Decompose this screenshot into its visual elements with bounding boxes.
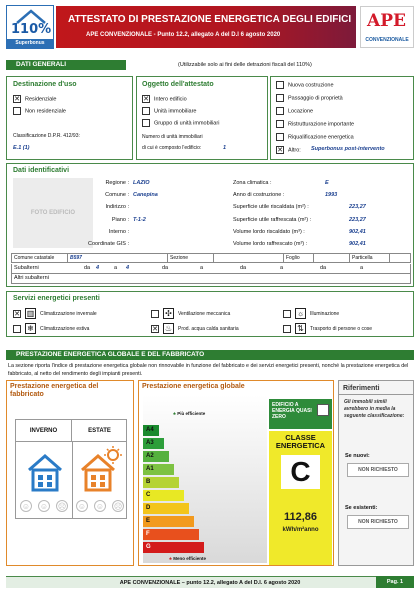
inverno-faces [20,500,68,516]
composto-value: 1 [223,145,227,151]
sup-raff-value: 223,27 [349,217,366,223]
snowflake-icon: ❄ [25,323,36,334]
energy-class-a2: A2 [143,451,169,462]
classe-value: C [281,455,320,489]
checkbox-altro[interactable] [276,146,301,154]
servizio-label: Climatizzazione invernale [40,310,97,317]
servizio-illuminazione[interactable] [283,308,339,319]
energy-class-f: F [143,529,199,540]
classificazione-value: E.1 (1) [13,145,30,151]
face-happy-icon: ☺ [21,502,31,511]
classe-label: CLASSE ENERGETICA [275,433,326,450]
altri-subalterni-row [11,274,411,284]
sup-risc-value: 223,27 [349,204,366,210]
motivazione-box [270,76,414,160]
servizio-label: Climatizzazione estiva [40,325,90,332]
superbonus-logo [6,5,54,49]
nzeb-box [269,399,332,429]
radiator-icon: ▥ [26,309,35,318]
nuovi-label: Se nuovi: [345,453,370,459]
checkbox-label: Altro: [288,147,301,154]
sub-da-label-2: da [162,265,169,271]
interno-label: Interno : [108,229,129,235]
checkbox-label: Residenziale [25,96,57,103]
logo-percentage: 110% [11,22,52,37]
checkbox-label: Nuova costruzione [288,82,334,89]
sub-a-label: a [114,265,118,271]
destinazione-title: Destinazione d'uso [13,81,77,88]
comune-value: Canepina [133,192,158,198]
destinazione-box [6,76,133,160]
energy-class-a1: A1 [143,464,174,475]
coordinate-label: Coordinate GIS : [88,241,129,247]
num-unita-label: Numero di unità immobiliari [142,134,203,140]
piu-efficiente-text: Più efficiente [177,411,206,416]
ep-unit: kWh/m²anno [282,527,319,533]
cell-foglio [314,254,350,263]
ape-logo-caption: CONVENZIONALE [365,37,409,43]
checkbox-label: Riqualificazione energetica [288,134,354,141]
checkbox-icon [151,310,159,318]
oggetto-title: Oggetto dell'attestato [142,81,214,88]
globale-box [138,380,334,566]
checkbox-label: Gruppo di unità immobiliari [154,120,220,127]
servizio-label: Ventilazione meccanica [178,310,231,317]
checkbox-icon [276,120,284,128]
fabbricato-title: Prestazione energetica del fabbricato [10,383,99,398]
cell-comune-catastale: B597 [68,254,168,263]
cell-sezione [214,254,284,263]
footer-text: APE CONVENZIONALE – punto 12.2, allegato A del D.I. 6 agosto 2020 [119,580,301,586]
tap-icon: ♨ [164,324,173,333]
checkbox-intero-edificio[interactable] [142,95,187,103]
altro-value: Superbonus post-intervento [311,146,385,152]
page-footer [6,576,414,588]
zona-value: E [325,180,329,186]
energy-class-a4: A4 [143,425,159,436]
page-number: Pag. 1 [376,576,414,588]
classificazione-label: Classificazione D.P.R. 412/93: [13,133,80,139]
servizio-ventilazione[interactable] [151,308,230,319]
anno-label: Anno di costruzione : [233,192,285,198]
piano-value: T-1-2 [133,217,146,223]
servizio-label: Trasporto di persone o cose [310,325,373,332]
checkbox-residenziale[interactable] [13,95,57,103]
servizi-title: Servizi energetici presenti [13,295,100,302]
altri-subalterni-label: Altri subalterni [14,275,49,281]
face-neutral-icon: ☺ [39,502,49,511]
inverno-header: INVERNO [16,420,72,442]
house-inverno-icon [26,452,64,492]
meno-efficiente-label [169,556,206,561]
sub-da-label-4: da [320,265,327,271]
servizio-acqua-calda[interactable] [151,323,239,334]
checkbox-icon [13,325,21,333]
servizio-label: Illuminazione [310,310,340,317]
cell-label: Particella [350,254,390,263]
page-subtitle: APE CONVENZIONALE - Punto 12.2, allegato A del D.I 6 agosto 2020 [86,32,281,38]
comune-label: Comune : [105,192,129,198]
checkbox-icon: ✕ [14,96,20,103]
checkbox-riqualificazione[interactable] [276,133,354,141]
riferimenti-text: Gli immobili simili avrebbero in media la seguente classificazione: [344,399,405,419]
face-sad-icon: ☹ [57,502,67,511]
checkbox-label: Locazione [288,108,314,115]
subalterni-row [11,264,411,274]
servizio-trasporto[interactable] [283,323,372,334]
servizio-label: Prod. acqua calda sanitaria [178,325,239,332]
face-neutral-icon: ☺ [95,502,105,511]
dati-identificativi-title: Dati identificativi [13,167,70,174]
checkbox-icon [142,119,150,127]
subalterni-label: Subalterni [14,265,39,271]
cell-particella [390,254,411,263]
servizio-climatizzazione-invernale[interactable] [13,308,97,319]
nzeb-text: EDIFICIO A ENERGIA QUASI ZERO [272,402,312,420]
checkbox-icon: ✕ [152,325,158,333]
checkbox-label: Passaggio di proprietà [288,95,343,102]
checkbox-nuova-costruzione[interactable] [276,81,334,89]
leaf-icon: ♣ [173,411,178,416]
checkbox-label: Unità immobiliare [154,108,197,115]
page-title: ATTESTATO DI PRESTAZIONE ENERGETICA DEGLI EDIFICI [68,14,352,25]
servizio-climatizzazione-estiva[interactable] [13,323,89,334]
checkbox-icon: ✕ [14,310,20,318]
estate-header: ESTATE [72,420,127,442]
checkbox-icon [142,107,150,115]
energy-class-e: E [143,516,194,527]
fabbricato-table [15,419,127,519]
checkbox-label: Non residenziale [25,108,66,115]
checkbox-icon: ✕ [277,147,283,154]
vol-risc-label: Volume lordo riscaldato (m³) : [233,229,305,235]
checkbox-ristrutturazione[interactable] [276,120,354,128]
riferimenti-box [338,380,414,566]
sub-da-label-3: da [240,265,247,271]
estate-faces [76,500,124,516]
checkbox-gruppo-unita[interactable] [142,119,219,127]
cell-label: Sezione [168,254,214,263]
regione-label: Regione : [105,180,129,186]
elevator-icon: ⇅ [295,323,306,334]
checkbox-unita-immobiliare[interactable] [142,107,197,115]
ep-value: 112,86 [283,511,318,523]
checkbox-icon [283,310,291,318]
sub-a-value: 4 [126,265,130,271]
ape-logo [360,6,414,48]
meno-efficiente-text: Meno efficiente [173,556,206,561]
sub-a-label-4: a [360,265,364,271]
checkbox-label: Intero edificio [154,96,187,103]
leaf-icon-red: ♣ [169,556,174,561]
nuovi-value: NON RICHIESTO [347,463,409,477]
vol-risc-value: 902,41 [349,229,366,235]
catasto-table [11,253,411,263]
checkbox-label: Ristrutturazione importante [288,121,355,128]
servizi-box [6,291,414,337]
sub-da-label: da [84,265,91,271]
section-prestazione: PRESTAZIONE ENERGETICA GLOBALE E DEL FABBRICATO [6,350,414,360]
bulb-icon: ☼ [296,309,305,318]
logo-caption: Superbonus [7,39,53,48]
oggetto-box [136,76,268,160]
section-dati-generali: DATI GENERALI [6,60,126,70]
face-happy-icon: ☺ [77,502,87,511]
cell-label: Comune catastale [12,254,68,263]
energy-class-c: C [143,490,184,501]
anno-value: 1993 [325,192,338,198]
checkbox-icon [276,133,284,141]
energy-class-b: B [143,477,179,488]
sub-a-label-2: a [200,265,204,271]
foto-edificio-placeholder: FOTO EDIFICIO [13,178,93,248]
checkbox-icon [276,107,284,115]
prestazione-intro: La sezione riporta l'indice di prestazione energetica globale non rinnovabile in funzione del fabbricato e dei servizi energetici presenti, nonché la prestazione energetica del fabbricato, al netto del rendimento degli impianti presenti. [8,363,409,377]
checkbox-icon [283,325,291,333]
sub-a-label-3: a [280,265,284,271]
fabbricato-box [6,380,134,566]
cell-label: Foglio [284,254,314,263]
ape-logo-text: APE [367,11,406,31]
energy-class-a3: A3 [143,438,164,449]
face-sad-icon: ☹ [113,502,123,511]
sup-risc-label: Superficie utile riscaldata (m²) : [233,204,309,210]
header-banner [56,6,356,48]
checkbox-icon: ✕ [143,96,149,103]
energy-class-g: G [143,542,204,553]
piano-label: Piano : [111,217,129,223]
checkbox-icon [13,107,21,115]
esistenti-value: NON RICHIESTO [347,515,409,529]
sub-da-value: 4 [96,265,100,271]
zona-label: Zona climatica : [233,180,272,186]
riferimenti-title: Riferimenti [343,385,380,392]
esistenti-label: Se esistenti: [345,505,378,511]
dati-generali-note: (Utilizzabile solo ai fini delle detrazioni fiscali del 110%) [178,62,312,68]
classe-box [269,431,332,565]
checkbox-icon [276,81,284,89]
catasto-row [12,254,411,263]
globale-title: Prestazione energetica globale [142,383,245,390]
checkbox-icon [276,94,284,102]
indirizzo-label: Indirizzo : [105,204,129,210]
regione-value: LAZIO [133,180,150,186]
dati-identificativi-box [6,163,414,287]
piu-efficiente-label [173,411,205,416]
house-estate-icon [79,446,123,492]
energy-class-d: D [143,503,189,514]
composto-label: di cui è composto l'edificio: [142,145,202,151]
vol-raff-value: 902,41 [349,241,366,247]
sup-raff-label: Superficie utile raffrescata (m²) : [233,217,312,223]
vol-raff-label: Volume lordo raffrescato (m³) : [233,241,308,247]
checkbox-non-residenziale[interactable] [13,107,66,115]
nzeb-checkbox [317,404,329,416]
fan-icon: ✣ [163,308,174,319]
checkbox-passaggio-proprieta[interactable] [276,94,343,102]
checkbox-locazione[interactable] [276,107,313,115]
